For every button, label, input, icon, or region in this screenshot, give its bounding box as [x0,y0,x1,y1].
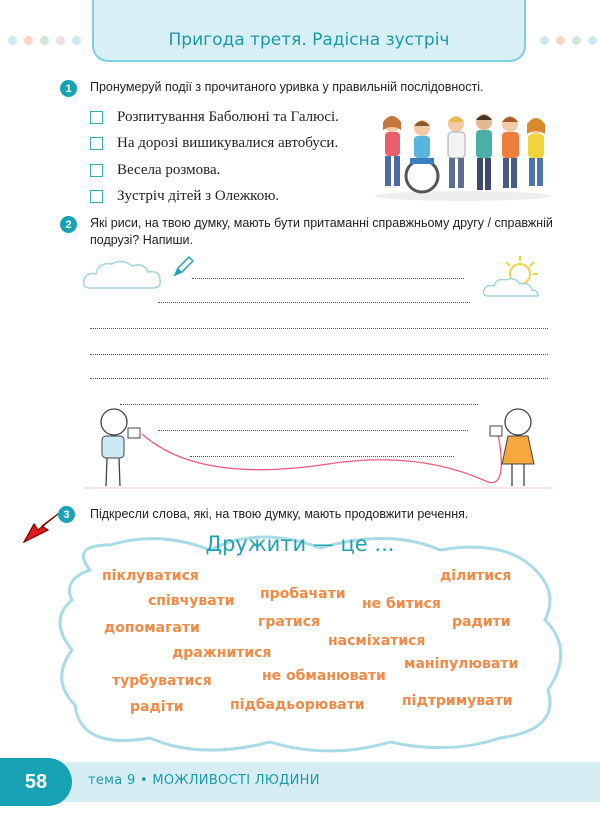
question-1-text: Пронумеруй події з прочитаного уривка у правильній послідовності. [90,80,484,94]
word-option[interactable]: допомагати [104,620,200,636]
word-option[interactable]: маніпулювати [404,656,519,672]
footer-section-title: тема 9 • МОЖЛИВОСТІ ЛЮДИНИ [88,773,320,788]
word-option[interactable]: піклуватися [102,568,199,584]
word-option[interactable]: співчувати [148,593,235,609]
word-option[interactable]: не битися [362,596,441,612]
word-option[interactable]: підбадьорювати [230,697,365,713]
question-number-1: 1 [60,80,77,97]
word-option[interactable]: радити [452,614,511,630]
checklist-item-label: Весела розмова. [117,161,221,178]
word-option[interactable]: радіти [130,699,184,715]
word-option[interactable]: підтримувати [402,693,513,709]
question-number-2: 2 [60,216,77,233]
question-3-text: Підкресли слова, які, на твою думку, мають продовжити речення. [90,507,469,521]
checklist-item-label: Зустріч дітей з Олежкою. [117,188,280,205]
question-2-text-line2: подрузі? Напиши. [90,233,193,247]
question-number-3: 3 [58,506,75,523]
checklist-item-label: Розпитування Баболюні та Галюсі. [117,108,339,125]
word-option[interactable]: пробачати [260,586,346,602]
word-option[interactable]: не обманювати [262,668,386,684]
word-option[interactable]: турбуватися [112,673,212,689]
checklist-item-label: На дорозі вишикувалися автобуси. [117,135,339,152]
word-cloud-title: Дружити — це ... [205,532,395,556]
word-option[interactable]: дражнитися [172,645,272,661]
page-number: 58 [0,758,72,806]
page-title: Пригода третя. Радісна зустріч [168,30,450,50]
word-option[interactable]: насміхатися [328,633,426,649]
word-option[interactable]: гратися [258,614,320,630]
word-option[interactable]: дiлитися [440,568,512,584]
question-2-text-line1: Які риси, на твою думку, мають бути притаманні справжньому другу / справжній [90,216,553,230]
